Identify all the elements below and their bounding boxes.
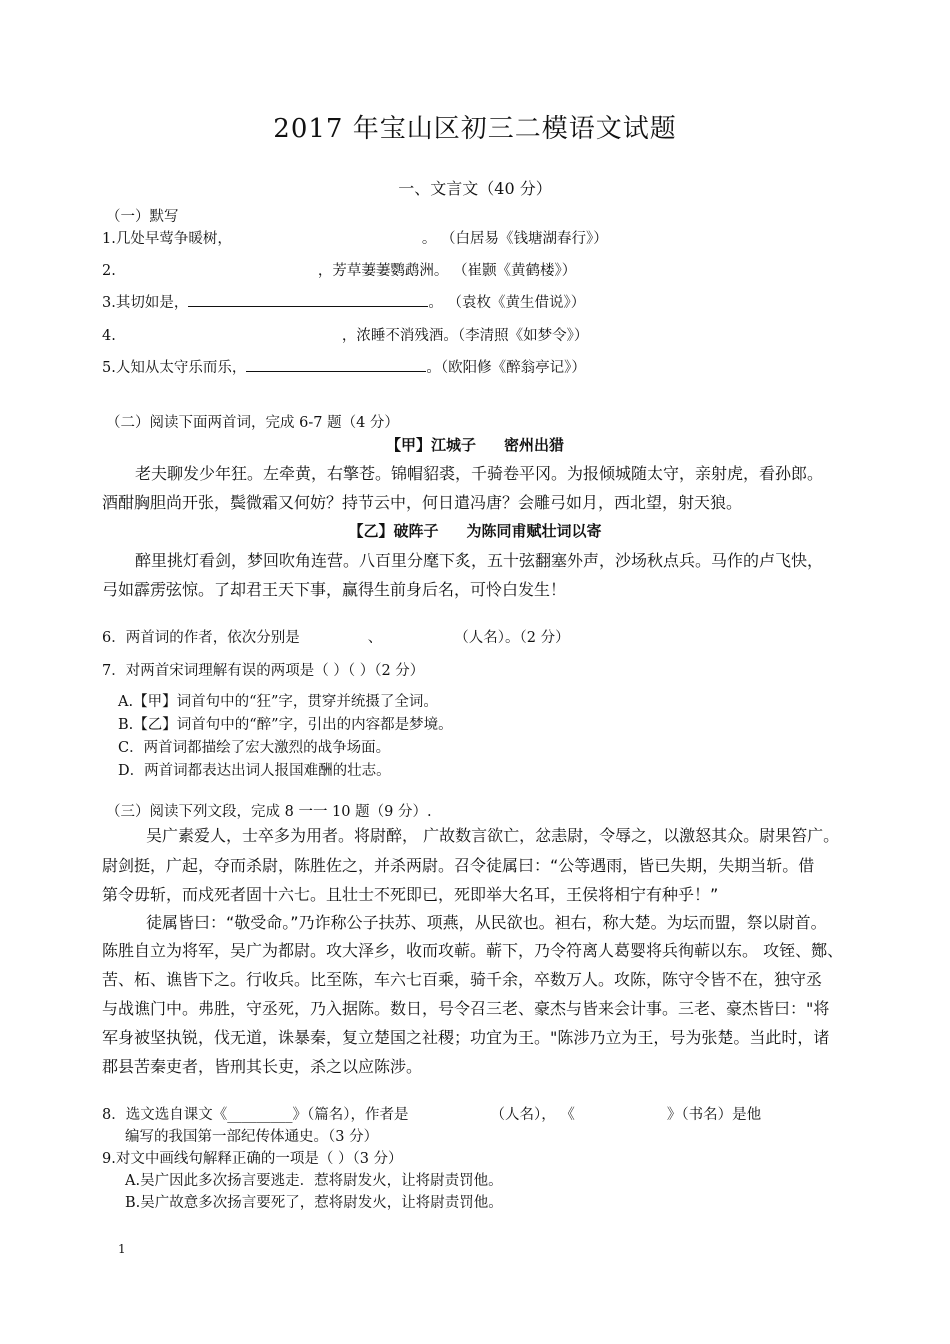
passage-p1-line-1: 吴广素爱人，士卒多为用者。将尉醉， 广故数言欲亡，忿恚尉，令辱之，以激怒其众。尉果笞广。	[146, 826, 840, 845]
question-4	[102, 324, 588, 345]
poem-b-title	[0, 520, 950, 541]
question-3	[102, 291, 585, 312]
poem-b-line-2: 弓如霹雳弦惊。了却君王天下事，赢得生前身后名，可怜白发生！	[102, 580, 567, 599]
question-9: 9.对文中画线句解释正确的一项是（ ）（3 分）	[102, 1151, 403, 1167]
question-7-option-a: A.【甲】词首句中的“狂”字，贯穿并统摄了全词。	[118, 694, 438, 710]
question-3-prefix: 3.其切如是，	[102, 295, 189, 311]
question-8-line-2: 编写的我国第一部纪传体通史。（3 分）	[125, 1129, 379, 1145]
page-title: 2017 年宝山区初三二模语文试题	[273, 114, 677, 144]
question-7-option-d: D．两首词都表达出词人报国难酬的壮志。	[118, 763, 391, 779]
question-5	[102, 356, 586, 377]
answer-blank-5[interactable]	[246, 357, 426, 372]
part1-heading: （一）默写	[106, 209, 179, 225]
poem-b-line-1: 醉里挑灯看剑，梦回吹角连营。八百里分麾下炙，五十弦翻塞外声，沙场秋点兵。马作的卢飞快，	[135, 551, 824, 570]
question-8	[102, 1103, 761, 1124]
poem-a-label: 【甲】江城子	[385, 436, 476, 454]
question-8-prefix: 8．选文选自课文《	[102, 1107, 228, 1123]
part3-heading: （三）阅读下列文段，完成 8 一一 10 题（9 分）.	[106, 804, 432, 820]
question-2-prefix: 2.	[102, 263, 116, 279]
poem-b-subtitle: 为陈同甫赋壮词以寄	[466, 522, 602, 540]
poem-a-line-2: 酒酣胸胆尚开张，鬓微霜又何妨？持节云中，何日遣冯唐？会雕弓如月，西北望，射天狼。	[102, 493, 743, 512]
question-4-suffix: ，浓睡不消残酒。（李清照《如梦令》）	[341, 328, 589, 344]
question-8-mid2: （人名）， 《	[490, 1107, 575, 1123]
passage-p2-line-6: 郡县苦秦吏者，皆刑其长吏，杀之以应陈涉。	[102, 1057, 423, 1076]
question-8-mid3: 》（书名）是他	[666, 1107, 762, 1123]
passage-p2-line-2: 陈胜自立为将军，吴广为都尉。攻大泽乡，收而攻蕲。蕲下，乃令符离人葛婴将兵徇蕲以东。 攻铚、酂、	[102, 941, 844, 960]
answer-blank-3[interactable]	[188, 292, 428, 307]
question-4-prefix: 4.	[102, 328, 116, 344]
section-heading: 一、文言文（40 分）	[398, 179, 552, 198]
passage-p1-line-2: 尉剑挺，广起，夺而杀尉，陈胜佐之，并杀两尉。召令徒属曰：“公等遇雨，皆已失期，失期当斩。借	[102, 856, 815, 875]
question-1-suffix: 。 （白居易《钱塘湖春行》）	[421, 231, 608, 247]
question-8-blank[interactable]: _________	[227, 1107, 293, 1123]
part2-heading: （二）阅读下面两首词，完成 6-7 题（4 分）	[106, 415, 399, 431]
poem-b-label: 【乙】破阵子	[348, 522, 439, 540]
question-5-prefix: 5.人知从太守乐而乐，	[102, 360, 247, 376]
passage-p1-line-3: 第令毋斩，而戍死者固十六七。且壮士不死即已，死即举大名耳，王侯将相宁有种乎！”	[102, 885, 719, 904]
poem-a-line-1: 老夫聊发少年狂。左牵黄，右擎苍。锦帽貂裘，千骑卷平冈。为报倾城随太守，亲射虎，看孙郎。	[135, 464, 824, 483]
poem-a-subtitle: 密州出猎	[504, 436, 565, 454]
question-8-mid1: 》（篇名），作者是	[292, 1107, 409, 1123]
question-7-option-b: B.【乙】词首句中的“醉”字，引出的内容都是梦境。	[118, 717, 453, 733]
question-7: 7．对两首宋词理解有误的两项是（ ）（ ）（2 分）	[102, 663, 425, 679]
question-6-prefix: 6．两首词的作者，依次分别是	[102, 630, 300, 646]
question-2-suffix: ，芳草萋萋鹦鹉洲。 （崔颢《黄鹤楼》）	[317, 263, 577, 279]
question-9-option-a: A.吴广因此多次扬言要逃走．惹将尉发火，让将尉责罚他。	[125, 1173, 503, 1189]
question-3-suffix: 。 （袁枚《黄生借说》）	[428, 295, 586, 311]
question-6-suffix: （人名）。（2 分）	[454, 630, 570, 646]
question-6-mid: 、	[367, 630, 383, 646]
question-2	[102, 259, 576, 280]
page-number: 1	[118, 1242, 126, 1256]
question-7-option-c: C．两首词都描绘了宏大激烈的战争场面。	[118, 740, 391, 756]
passage-p2-line-4: 与战谯门中。弗胜，守丞死，乃入据陈。数日，号令召三老、豪杰与皆来会计事。三老、豪杰皆曰："将	[102, 999, 830, 1018]
passage-p2-line-1: 徒属皆曰：“敬受命。”乃诈称公子扶苏、项燕，从民欲也。袒右，称大楚。为坛而盟，祭以尉首。	[146, 913, 827, 932]
question-9-option-b: B.吴广故意多次扬言要死了，惹将尉发火，让将尉责罚他。	[125, 1195, 503, 1211]
question-6	[102, 626, 570, 647]
passage-p2-line-3: 苦、柘、谯皆下之。行收兵。比至陈，车六七百乘，骑千余，卒数万人。攻陈，陈守令皆不在，独守丞	[102, 970, 823, 989]
question-1-prefix: 1.几处早莺争暖树，	[102, 231, 232, 247]
question-1	[102, 227, 608, 248]
poem-a-title	[0, 434, 950, 455]
question-5-suffix: 。（欧阳修《醉翁亭记》）	[426, 360, 586, 376]
passage-p2-line-5: 军身被坚执锐，伐无道，诛暴秦，复立楚国之社稷；功宜为王。"陈涉乃立为王，号为张楚。当此时，诸	[102, 1028, 830, 1047]
